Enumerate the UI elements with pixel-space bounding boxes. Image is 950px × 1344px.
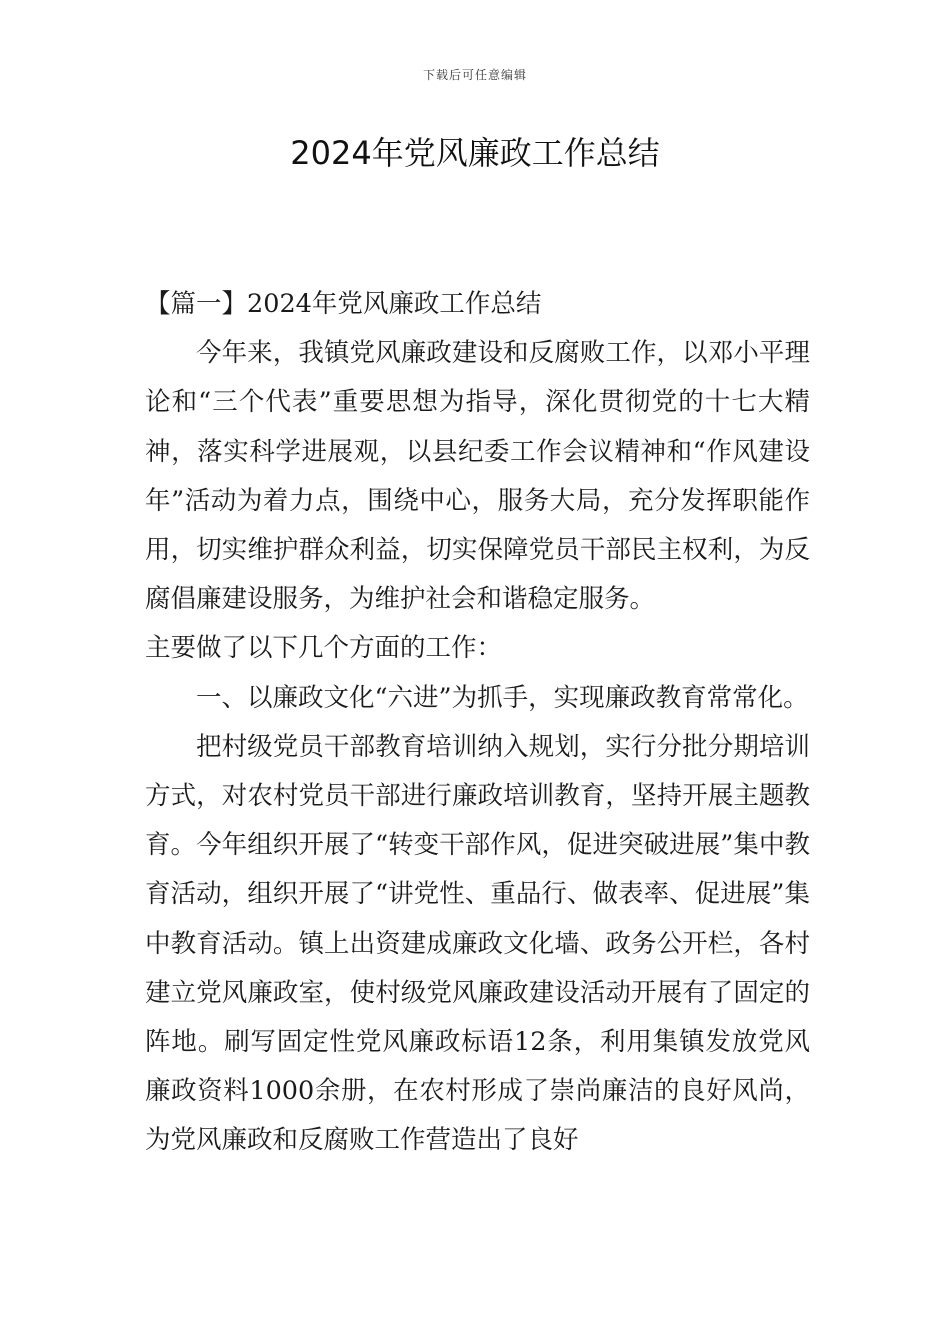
page-header-note: 下载后可任意编辑 — [422, 68, 527, 82]
paragraph-intro: 今年来，我镇党风廉政建设和反腐败工作，以邓小平理论和“三个代表”重要思想为指导，深化贯彻党的十七大精神，落实科学进展观，以县纪委工作会议精神和“作风建设年”活动为着力点，围绕中心，服务大局，充分发挥职能作用，切实维护群众利益，切实保障党员干部民主权利，为反腐倡廉建设服务，为维护社会和谐稳定服务。 — [145, 338, 810, 615]
paragraph-heading-one: 一、以廉政文化“六进”为抓手，实现廉政教育常常化。 — [196, 682, 809, 713]
document-title: 2024年党风廉政工作总结 — [290, 134, 660, 172]
section-heading: 【篇一】2024年党风廉政工作总结 — [145, 289, 542, 319]
paragraph-training: 把村级党员干部教育培训纳入规划，实行分批分期培训方式，对农村党员干部进行廉政培训教育，坚持开展主题教育。今年组织开展了“转变干部作风，促进突破进展”集中教育活动，组织开展了“讲党性、重品行、做表率、促进展”集中教育活动。镇上出资建成廉政文化墙、政务公开栏，各村建立党风廉政室，使村级党风廉政建设活动开展有了固定的阵地。刷写固定性党风廉政标语12条，利用集镇发放党风廉政资料1000余册，在农村形成了崇尚廉洁的良好风尚，为党风廉政和反腐败工作营造出了良好 — [145, 731, 810, 1156]
paragraph-intro-continuation: 主要做了以下几个方面的工作： — [145, 633, 503, 664]
document-body — [145, 280, 810, 1166]
